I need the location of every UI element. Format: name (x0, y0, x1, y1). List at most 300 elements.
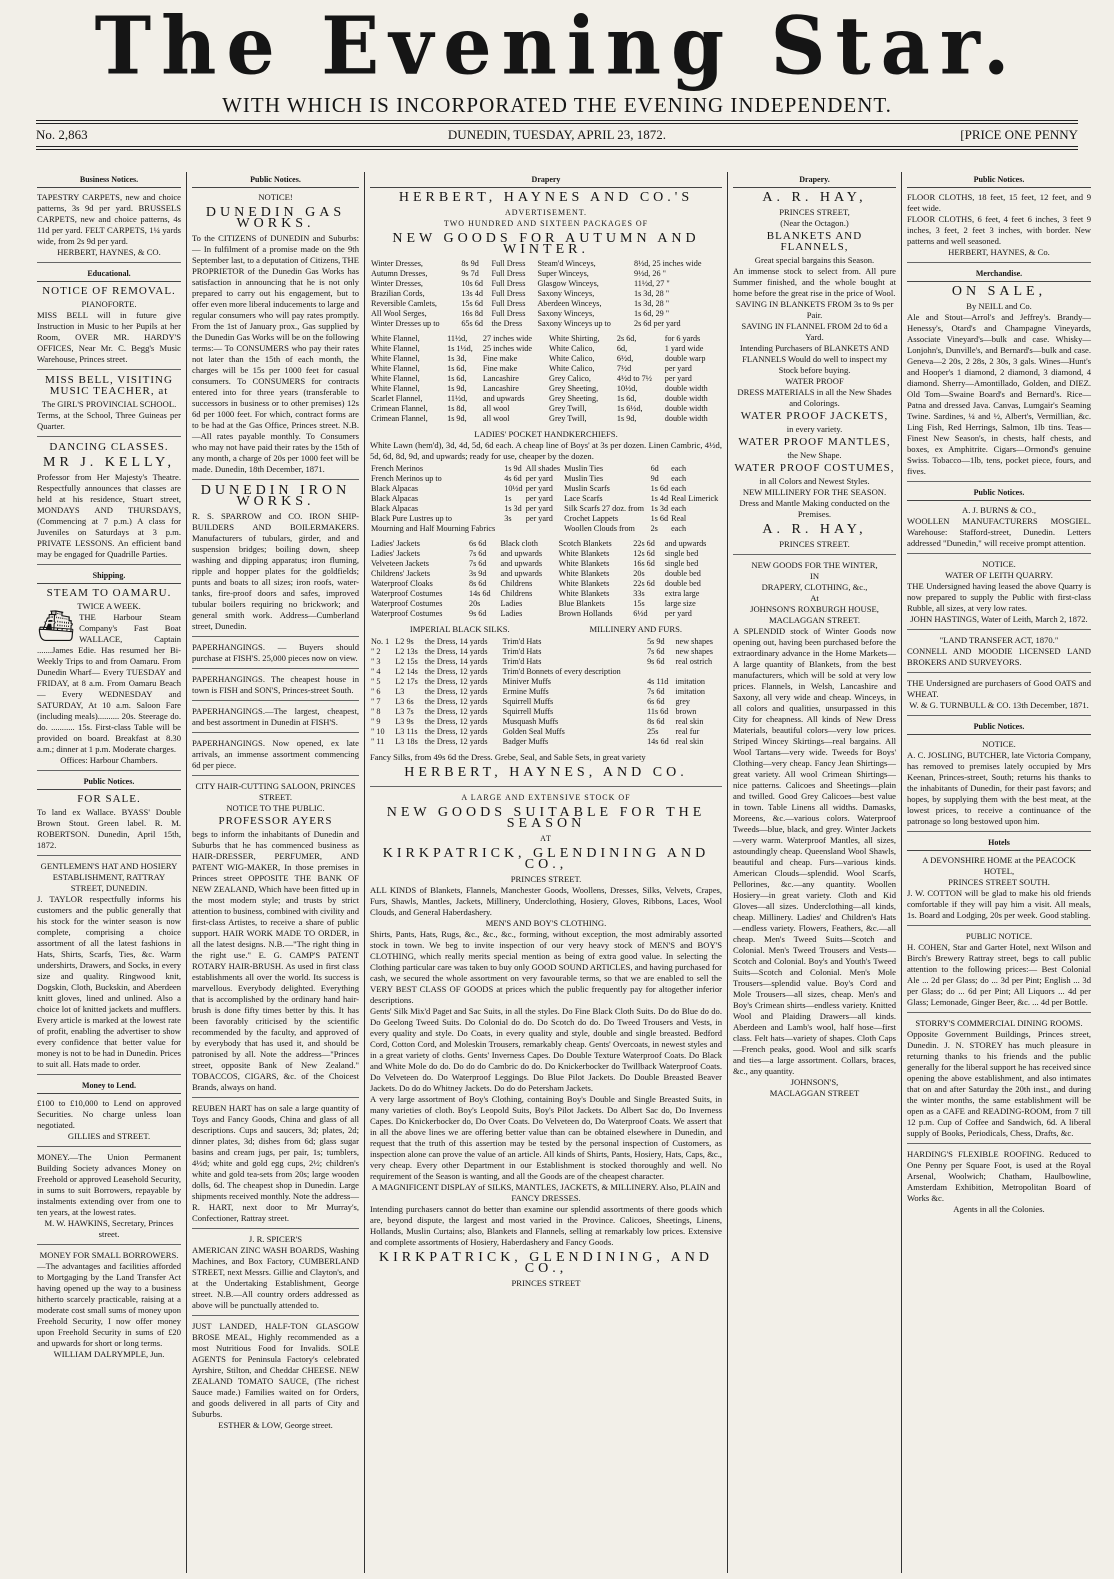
dressmaking: Dress and Mantle Making conducted on the Premises. (739, 498, 890, 519)
table-cell: L2 13s (395, 647, 418, 656)
table-cell: Black Pure Lustres up to (371, 514, 452, 523)
ad-body: CONNELL AND MOODIE LICENSED LAND BROKERS AND SURVEYORS. (907, 646, 1091, 667)
intending-purchasers: Intending Purchasers of BLANKETS AND FLANNELS Would do well to inspect my Stock before buying. (740, 343, 889, 375)
table-cell: L3 (395, 687, 405, 696)
column-2 (187, 172, 365, 1573)
ad-body: To land ex Wallace. BYASS' Double Brown Stout. Green label. R. M. ROBERTSON. Dunedin, April 15th, 1872. (37, 807, 181, 850)
table-cell: the Dress, 14 yards (424, 647, 488, 656)
ad-hat-hosiery (37, 861, 181, 1075)
table-cell: real fur (675, 727, 700, 736)
ad-body: Opposite Government Buildings, Princes street, Dunedin. J. N. STOREY has much pleasure in returning thanks to his friends and the public generally for the liberal support he has received since opening the above establishment, and also intimates that on and after Saturday the 20th inst., and during the winter months, the same establishment will be open as a CAFE and READING-ROOM, from 7 till 12 p.m. Cup of Coffee and Sandwich, 6d. A liberal supply of Books, Periodicals, Chess, Drafts, &c. (907, 1029, 1091, 1138)
table-cell: Full Dress (491, 309, 526, 318)
section-heading: Money to Lend. (37, 1080, 181, 1094)
table-cell: 1s 3d (504, 504, 522, 513)
table-cell: for 6 yards (664, 334, 701, 343)
millinery: NEW MILLINERY FOR THE SEASON. (742, 487, 887, 497)
ad-heading: ON SALE, (951, 284, 1047, 299)
masthead-subtitle: WITH WHICH IS INCORPORATED THE EVENING INDEPENDENT. (222, 93, 892, 117)
boys-body: A very large assortment of Boy's Clothing, containing Boy's Double and Single Breasted Suits, in many varieties of cloth. Boy's Leopold Suits, Boy's Pilot Jackets. Do Albert Sac do, Do Inverness Capes. Do Knickerbocker do, Do Over Coats. Do Velveteen do, Do Waterproof Coats. We assert that in all the above lines we are offering better value than can be obtained elsewhere in Dunedin, and request that the truth of this assertion may be tested by the personal inspection of Customers, as inspection alone can prove the value of an article. All kinds of Shirts, Pants, Hosiery, Hats, Caps, &c., very cheap. Every other Department in our Establishment is stocked thoroughly and well. No requirement of the Season is wanting, and all the Goods are of the cheapest character. (370, 1094, 722, 1181)
table-cell: L3 18s (395, 737, 418, 746)
table-cell: single bed (664, 559, 699, 568)
table-cell: the Dress, 12 yards (424, 727, 488, 736)
table-cell: Lancashire (482, 384, 519, 393)
table-cell: per yard (525, 474, 553, 483)
section-heading: Public Notices. (907, 174, 1091, 188)
table-cell: 9½d, 26 " (633, 269, 666, 278)
ad-cohen (907, 931, 1091, 1013)
table-cell: Miniver Muffs (502, 677, 551, 686)
table-cell: Golden Seal Muffs (502, 727, 565, 736)
table-cell: 1 yard wide (664, 344, 704, 353)
ad-signature: W. & G. TURNBULL & CO. 13th December, 1871. (909, 700, 1089, 710)
table-row (370, 474, 722, 484)
ad-miss-bell (37, 375, 181, 437)
table-cell: 1s 6d, (447, 364, 467, 373)
table-cell: 12s 6d (633, 549, 655, 558)
table-cell: Glasgow Winceys, (537, 279, 599, 288)
table-cell: Steam'd Winceys, (537, 259, 596, 268)
saving-flannel: SAVING IN FLANNEL FROM 2d to 6d a Yard. (741, 321, 888, 342)
section-heading: Public Notices. (192, 174, 359, 188)
ad-removal (37, 286, 181, 370)
table-cell: L2 14s (395, 667, 418, 676)
table-cell: White Calico, (549, 354, 595, 363)
table-row (370, 414, 722, 424)
table-cell: Musquash Muffs (502, 717, 559, 726)
table-cell: Fine make (482, 364, 518, 373)
ad-body: MONEY.—The Union Permanent Building Society advances Money on Freehold or approved Leasehold Security, in sums to suit Borrowers, repayable by instalments extending over from one to ten years, at the lowest rates. (37, 1152, 181, 1217)
table-cell: 7s 6d (468, 559, 487, 568)
table-row (370, 344, 722, 354)
ad-signature: GILLIES and STREET. (67, 1131, 151, 1141)
table-cell: White Blankets (558, 559, 610, 568)
table-row (370, 609, 722, 619)
wp-jackets: WATER PROOF JACKETS, (740, 410, 889, 422)
ad-steam-oamaru (37, 588, 181, 771)
table-cell: Crochet Lappets (564, 514, 619, 523)
ad-packages: TWO HUNDRED AND SIXTEEN PACKAGES OF (443, 219, 649, 228)
table-cell: " 4 (371, 667, 381, 676)
table-cell: Real (671, 514, 687, 523)
ad-signature: A. R. HAY, (762, 522, 867, 537)
ad-heading: HERBERT, HAYNES AND CO.'S (398, 190, 694, 205)
silks-table (370, 637, 722, 747)
ad-subheading: ADVERTISEMENT. (504, 208, 588, 217)
ad-subheading: PIANOFORTE. (81, 299, 137, 309)
silks-footer: Fancy Silks, from 49s 6d the Dress. Grebe, Seal, and Sable Sets, in great variety (370, 752, 646, 762)
ad-body: A. C. JOSLING, BUTCHER, late Victoria Company, has removed to premises lately occupied by Mrs Keenan, Princes-street, South; returns his thanks to the inhabitants of Dunedin, for their past favors; and hopes, by supplying them with the best meat, at the lowest prices, to receive a continuance of the patronage so long bestowed upon him. (907, 750, 1091, 826)
table-cell: double width (664, 394, 708, 403)
ad-heading: WATER OF LEITH QUARRY. (945, 570, 1053, 580)
ad-notice: NOTICE. (982, 739, 1016, 749)
table-cell: Grey Sheeting, (549, 394, 599, 403)
ad-body: R. S. SPARROW and CO. IRON SHIP-BUILDERS AND BOILERMAKERS. Manufacturers of tubulars, girder, and and suspension bridges; boiling down, sheep washing and dipping apparatus; iron fluming, ripple and hopper plates for the goldfields; punts and boats to all sizes; iron roofs, water-tanks, fire-proof doors and safes, improved tubular boilers requiring no brickwork; and general smith work. Address—Cumberland street, Dunedin. (192, 511, 359, 631)
table-cell: White Flannel, (371, 344, 420, 353)
ad-signature: KIRKPATRICK, GLENDINING, AND CO., (379, 1250, 713, 1276)
table-row (370, 569, 722, 579)
table-cell: L3 9s (395, 717, 414, 726)
ad-signature: Offices: Harbour Chambers. (60, 755, 158, 765)
ad-herbert-haynes (370, 192, 722, 787)
table-cell: Muslin Scarfs (564, 484, 610, 493)
table-cell: 33s (633, 589, 645, 598)
table-cell: 15s 6d (461, 299, 483, 308)
ad-hay (733, 192, 896, 555)
ad-signature: JOHNSON'S, (790, 1077, 839, 1087)
table-cell: L2 15s (395, 657, 418, 666)
ad-iron-works (192, 485, 359, 637)
table-cell: 1s 1½d, (447, 344, 473, 353)
table-cell: Waterproof Costumes (371, 599, 443, 608)
table-cell: the Dress (491, 319, 523, 328)
table-cell: the Dress, 14 yards (424, 657, 488, 666)
ad-heading: MONEY FOR SMALL BORROWERS. (39, 1250, 179, 1260)
table-row (370, 514, 722, 524)
table-cell: 1s 3d, (447, 354, 467, 363)
table-cell: grey (675, 697, 691, 706)
ad-small-borrowers (37, 1250, 181, 1364)
ad-on-sale (907, 286, 1091, 482)
ad-heading: DUNEDIN IRON WORKS. (200, 483, 351, 509)
ad-josling (907, 739, 1091, 832)
table-row (370, 599, 722, 609)
table-cell: brown (675, 707, 697, 716)
ad-johnsons (733, 560, 896, 1103)
table-cell: 13s 4d (461, 289, 483, 298)
table-cell: Reversible Camlets, (371, 299, 437, 308)
table-row (370, 269, 722, 279)
table-cell: Saxony Winceys, (537, 289, 595, 298)
table-cell: White Calico, (549, 364, 595, 373)
table-cell: Muslin Ties (564, 464, 604, 473)
table-cell: White Flannel, (371, 364, 420, 373)
table-cell: White Blankets (558, 569, 610, 578)
silks-heading: IMPERIAL BLACK SILKS. (409, 624, 510, 634)
table-cell: imitation (675, 687, 706, 696)
table-cell: No. 1 (371, 637, 390, 646)
table-cell: Ermine Muffs (502, 687, 549, 696)
table-row (370, 707, 722, 717)
table-cell: 8s 9d (461, 259, 479, 268)
table-cell: L2 17s (395, 677, 418, 686)
table-cell: Muslin Ties (564, 474, 604, 483)
table-cell: Autumn Dresses, (371, 269, 428, 278)
table-cell: All shades (525, 464, 561, 473)
ad-heading: J. R. SPICER'S (248, 1234, 303, 1244)
place-date: DUNEDIN, TUESDAY, APRIL 23, 1872. (447, 127, 667, 142)
table-cell: 6½d, (616, 354, 634, 363)
table-row (370, 299, 722, 309)
table-cell: 11½d, (447, 334, 468, 343)
table-row (370, 524, 722, 534)
table-cell: 10½d, (616, 384, 638, 393)
table-cell: 8s 6d (468, 579, 487, 588)
table-cell: 27 inches wide (482, 334, 533, 343)
ad-kirkpatrick-glendining (370, 792, 722, 1293)
ad-body: J. TAYLOR respectfully informs his customers and the public generally that his stock for the winter season is now complete, comprising a choice assortment of all the latest fashions in Hats, Shirts, Scarfs, Ties, &c. Warm undershirts, Drawers, and Socks, in every size and quality. Ringwood knit, Dogskin, Cloth, Buckskin, and Aberdeen knitt gloves, lined and unlined. Also a choice lot of knitted jackets and mufflers. Every article is marked at the lowest rate of profit, enabling the advertiser to show every confidence that better value for money is not to be had in Dunedin. Prices to suit all. Hats made to order. (37, 894, 181, 1069)
table-cell: Lancashire (482, 374, 519, 383)
flannels-table (370, 334, 722, 424)
ad-body: REUBEN HART has on sale a large quantity of Toys and Fancy Goods, China and glass of all descriptions. Cups and saucers, 3d; plates, 2d; dinner plates, 3d; dishes from 6d; glass sugar basins and cream jugs, per pair, 1s; tumblers, 4½d; white and gold egg cups, 2½; children's white and gold tea-sets from 20s; large wooden dolls, 6d. The cheapest shop in Dunedin. Large shipments received monthly. Note the address—R. HART, next door to Mr Murray's, Confectioner, Rattray street. (192, 1103, 359, 1223)
table-cell: French Merinos (371, 464, 424, 473)
table-row (370, 504, 722, 514)
table-cell: Velveteen Jackets (371, 559, 429, 568)
table-row (370, 334, 722, 344)
ad-heading: NEW GOODS FOR THE WINTER, (751, 560, 878, 570)
table-cell: 25 inches wide (482, 344, 533, 353)
table-cell: Mourning and Half Mourning Fabrics (371, 524, 496, 533)
table-cell: single bed (664, 549, 699, 558)
table-cell: Grey Twill, (549, 404, 587, 413)
table-cell: 14s 6d (647, 737, 669, 746)
table-cell: Childrens (500, 579, 533, 588)
table-cell: 1s 3d, 28 " (633, 299, 670, 308)
column-4 (728, 172, 902, 1573)
table-cell: each (671, 464, 687, 473)
ad-body: JUST LANDED, HALF-TON GLASGOW BROSE MEAL, Highly recommended as a most Nutritious Food for Invalids. SOLE AGENTS for Peninsula Factory's celebrated Ayrshire, Stilton, and Cheddar CHEESE. NEW ZEALAND TOMATO SAUCE, (The richest Sauce made.) Families waited on for Orders, and goods delivered in all parts of City and Suburbs. (192, 1321, 359, 1419)
ad-storry (907, 1018, 1091, 1144)
ad-body: TAPESTRY CARPETS, new and choice patterns, 3s 9d per yard. BRUSSELS CARPETS, new and choice patterns, 4s 11d per yard. FELT CARPETS, 1¼ yards wide, from 2s 9d per yard. (37, 192, 181, 246)
table-cell: new shapes (675, 647, 713, 656)
table-cell: 65s 6d (461, 319, 483, 328)
table-cell: 2s 6d per yard (633, 319, 681, 328)
silks-headings (370, 624, 722, 635)
table-row (370, 374, 722, 384)
ad-notice: NOTICE! (258, 192, 293, 202)
table-row (370, 589, 722, 599)
section-heading: Hotels (907, 837, 1091, 851)
display-heading: A MAGNIFICENT DISPLAY of SILKS, MANTLES, JACKETS, & MILLINERY. Also, PLAIN and FANCY DRESSES. (371, 1182, 721, 1203)
waterproof-heading: WATER PROOF (785, 376, 844, 386)
ad-leith-quarry (907, 559, 1091, 630)
ad-name: A. J. BURNS & CO., (961, 505, 1037, 515)
table-cell: Crimean Flannel, (371, 414, 428, 423)
table-row (370, 697, 722, 707)
ad-body: H. COHEN, Star and Garter Hotel, next Wilson and Birch's Brewery Rattray street, begs to call public attention to the following prices:— Best Colonial Ale ... 2d per Glass; do ... 3d per Pint; English ... 3d per Glass; do ... 6d per Pint; All Liquors ... 4d per Glass; Lemonade, Ginger Beer, &c. ... 4d per Bottle. (907, 942, 1091, 1007)
dateline (36, 124, 1078, 146)
table-cell: Winter Dresses, (371, 259, 423, 268)
table-cell: 1s 6d, (616, 394, 637, 403)
table-cell: 10½d (504, 484, 523, 493)
section-heading: Drapery (370, 174, 722, 188)
ad-street: MACLAGGAN STREET. (768, 615, 861, 625)
wp-mantles-sub: the New Shape. (787, 450, 842, 460)
table-cell: 25s (647, 727, 659, 736)
table-cell: Full Dress (491, 269, 526, 278)
ad-signature: M. W. HAWKINS, Secretary, Princes street. (44, 1218, 174, 1239)
ad-carpets (37, 192, 181, 263)
table-cell: Fine make (482, 354, 518, 363)
table-cell: 6½d (633, 609, 648, 618)
ad-body: PAPERHANGINGS. Now opened, ex late arrivals, an immense assortment commencing 6d per piece. (192, 738, 359, 770)
table-cell: White Flannel, (371, 334, 420, 343)
table-cell: new shapes (675, 637, 713, 646)
table-cell: double width (664, 404, 708, 413)
table-cell: per yard (525, 514, 553, 523)
table-cell: per yard (525, 484, 553, 493)
ad-land-transfer (907, 635, 1091, 673)
table-cell: 7½d (616, 364, 632, 373)
table-cell: and upwards (664, 539, 707, 548)
table-cell: Black Alpacas (371, 484, 419, 493)
ad-heading: A DEVONSHIRE HOME at the PEACOCK HOTEL, (922, 855, 1076, 876)
table-cell: real skin (675, 717, 704, 726)
table-cell: the Dress, 12 yards (424, 697, 488, 706)
table-cell: Super Winceys, (537, 269, 589, 278)
table-cell (674, 667, 722, 677)
ad-body: THE Undersigned having leased the above Quarry is now prepared to supply the Public with first-class Rubble, all sizes, at very low rates. (907, 581, 1091, 613)
table-cell: 1s 9d, (447, 384, 467, 393)
table-cell: Full Dress (491, 279, 526, 288)
ad-signature: ESTHER & LOW, George street. (218, 1420, 333, 1430)
ad-body: Professor from Her Majesty's Theatre. Respectfully announces that classes are held at his residence, Stuart street, MONDAYS AND THURSDAYS, (Commencing at 7 p.m.) A class for Juveniles on Saturdays at 3 p.m. PRIVATE LESSONS. An efficient band may be engaged for Quadrille Parties. (37, 472, 181, 559)
table-cell: Saxony Winceys up to (537, 319, 611, 328)
table-cell: Grey Twill, (549, 414, 587, 423)
table-cell: 9d (650, 474, 659, 483)
table-cell: 20s (633, 569, 645, 578)
table-cell: 8s 6d (647, 717, 665, 726)
ad-heading: DUNEDIN GAS WORKS. (205, 205, 346, 231)
ad-subheading: TWICE A WEEK. (77, 601, 141, 611)
ad-hair-saloon (192, 781, 359, 1098)
ad-body: Terms, at the School, Three Guineas per Quarter. (37, 410, 181, 431)
table-cell: 1s 9d, (616, 414, 637, 423)
issue-number: No. 2,863 (36, 127, 88, 142)
jackets-table (370, 539, 722, 619)
table-cell: 7s 6d (647, 687, 665, 696)
masthead-title: The Evening Star. (94, 0, 1020, 93)
table-cell: the Dress, 12 yards (424, 667, 488, 676)
table-cell: 2s (650, 524, 658, 533)
table-cell: Ladies' Jackets (371, 539, 420, 548)
table-cell: 11½d, (447, 394, 468, 403)
table-cell: 14s 6d (468, 589, 491, 598)
ad-reuben-hart (192, 1103, 359, 1229)
table-cell: 22s 6d (633, 579, 655, 588)
merinos-table (370, 464, 722, 534)
ad-subheading: DRAPERY, CLOTHING, &c., (761, 582, 868, 592)
ad-paperhangings-3 (192, 706, 359, 733)
table-cell: " 5 (371, 677, 381, 686)
ad-signature: WILLIAM DALRYMPLE, Jun. (53, 1349, 165, 1359)
ad-heading: PUBLIC NOTICE. (965, 931, 1033, 941)
ad-subheading: The GIRL'S PROVINCIAL SCHOOL. (41, 399, 177, 409)
section-heading: Educational. (37, 268, 181, 282)
table-cell: 16s 6d (633, 559, 655, 568)
table-cell: double warp (664, 354, 706, 363)
table-cell: French Merinos up to (371, 474, 442, 483)
intending-body: Intending purchasers cannot do better than examine our splendid assortments of there goods which are, beyond dispute, the largest and most varied in the Province. Calicoes, Sheetings, Linens, Hollands, Muslin Curtains; also, Blankets and Flannels, selling at remarkably low prices. Extensive and complete assortments of Hosiery, Haberdashery and Fancy Goods. (370, 1204, 722, 1247)
ad-dancing (37, 442, 181, 565)
column-3 (365, 172, 728, 1573)
table-row (370, 579, 722, 589)
ad-paperhangings-4 (192, 738, 359, 776)
table-cell: 7s 6d (647, 647, 665, 656)
ad-body: PAPERHANGINGS.—The largest, cheapest, and best assortment in Dunedin at FISH'S. (192, 706, 359, 727)
ad-body: PAPERHANGINGS. — Buyers should purchase at FISH'S. 25,000 pieces now on view. (192, 642, 359, 663)
ad-harding (907, 1149, 1091, 1219)
table-row (370, 647, 722, 657)
table-cell: " 9 (371, 717, 381, 726)
table-cell: all wool (482, 404, 510, 413)
handkerchiefs-heading: LADIES' POCKET HANDKERCHIEFS. (474, 429, 618, 439)
ad-body: THE Undersigned are purchasers of Good OATS and WHEAT. (907, 678, 1091, 699)
table-cell: Black Alpacas (371, 504, 419, 513)
table-row (370, 737, 722, 747)
table-cell: 2s 6d, (616, 334, 637, 343)
section-heading: Public Notices. (907, 721, 1091, 735)
table-cell: " 7 (371, 697, 381, 706)
table-cell (503, 524, 525, 534)
table-cell: Ladies' Jackets (371, 549, 420, 558)
ad-heading: NEW GOODS SUITABLE FOR THE SEASON (386, 805, 706, 831)
ad-for-sale (37, 794, 181, 856)
table-row (370, 259, 722, 269)
table-cell: per yard (525, 504, 553, 513)
ad-body: To the CITIZENS of DUNEDIN and Suburbs:— In fulfilment of a promise made on the 9th September last, to a deputation of Citizens, THE PROPRIETOR of the Dunedin Gas Works has satisfaction in announcing that he is not only prepared to carry out his engagement, but to offer even more liberal inducements to large and regular consumers who will pay rates promptly. From the 1st of January prox., Gas supplied by the Dunedin Gas Works will be on the following terms:— To CONSUMERS who pay their rates not later than the 15th of each month, the charges will be 15s per 1000 feet for casual consumers. To CONSUMERS for contracts entered into for three years (transferable to successors in business or to other premises) 12s 6d per 1000 feet. For which, contract forms are to be had at the Gas Office, Princes street. N.B.—All rates payable monthly. To Consumers who may not have paid their rates by the 15th of any month, a charge of 20s per 1000 feet will be made. Dunedin, 18th December, 1871. (192, 233, 359, 474)
table-cell: L3 7s (395, 707, 414, 716)
table-cell: " 11 (371, 737, 385, 746)
ad-body: FLOOR CLOTHS, 18 feet, 15 feet, 12 feet, and 9 feet wide. (907, 192, 1091, 213)
section-heading: Public Notices. (907, 487, 1091, 501)
table-cell: Aberdeen Winceys, (537, 299, 602, 308)
ad-street: PRINCES STREET SOUTH. (948, 877, 1050, 887)
table-cell: Trim'd Hats (502, 637, 542, 646)
table-cell: White Flannel, (371, 354, 420, 363)
table-cell: Grey Sheeting, (549, 384, 599, 393)
table-row (370, 717, 722, 727)
ad-peacock-hotel (907, 855, 1091, 926)
table-cell: " 3 (371, 657, 381, 666)
table-cell: White Flannel, (371, 384, 420, 393)
ad-heading: "LAND TRANSFER ACT, 1870." (939, 635, 1059, 645)
table-row (370, 559, 722, 569)
table-cell: all wool (482, 414, 510, 423)
table-cell: the Dress, 12 yards (424, 737, 488, 746)
table-row (370, 464, 722, 474)
ad-paperhangings-2 (192, 674, 359, 701)
table-cell: 5s 9d (647, 637, 665, 646)
table-cell: 6d (650, 464, 659, 473)
ad-heading: FOR SALE. (77, 793, 141, 805)
ad-heading: DANCING CLASSES. (49, 441, 169, 453)
table-row (370, 657, 722, 667)
table-cell: 22s 6d (633, 539, 655, 548)
table-cell: Grey Calico, (549, 374, 591, 383)
ad-heading: STORRY'S COMMERCIAL DINING ROOMS. (915, 1018, 1083, 1028)
table-cell: 4s 11d (647, 677, 669, 686)
table-cell: 1s 6½d, (616, 404, 643, 413)
table-cell: " 2 (371, 647, 381, 656)
table-cell: White Blankets (558, 549, 610, 558)
table-cell: 1s 9d, (447, 414, 467, 423)
table-cell: Brown Hollands (558, 609, 613, 618)
ad-burns (907, 505, 1091, 554)
table-cell: Squirrell Muffs (502, 707, 554, 716)
table-row (370, 394, 722, 404)
wp-costumes: WATER PROOF COSTUMES, (734, 462, 895, 474)
table-cell: per yard (664, 609, 692, 618)
table-cell: L3 6s (395, 697, 414, 706)
section-heading: Public Notices. (37, 776, 181, 790)
handkerchiefs-body: White Lawn (hem'd), 3d, 4d, 5d, 6d each. A cheap line of Boys' at 3s per dozen. Linen Cambric, 4½d, 5d, 6d, 8d, 9d, and upwards; ready for use, cheaper by the dozen. (370, 440, 722, 461)
table-cell: 1s 3d, 28 " (633, 289, 670, 298)
table-cell: 4s 6d (504, 474, 522, 483)
table-cell: 1s 4d (650, 494, 669, 503)
ad-street: PRINCES STREET, (779, 207, 850, 217)
ad-body: HARDING'S FLEXIBLE ROOFING. Reduced to One Penny per Square Foot, is used at the Royal Arsenal, Woolwich; Chatham, Haulbowline, Amsterdam Exhibition, Metropolitan Board of Works &c. (907, 1149, 1091, 1203)
table-cell: Badger Muffs (502, 737, 549, 746)
